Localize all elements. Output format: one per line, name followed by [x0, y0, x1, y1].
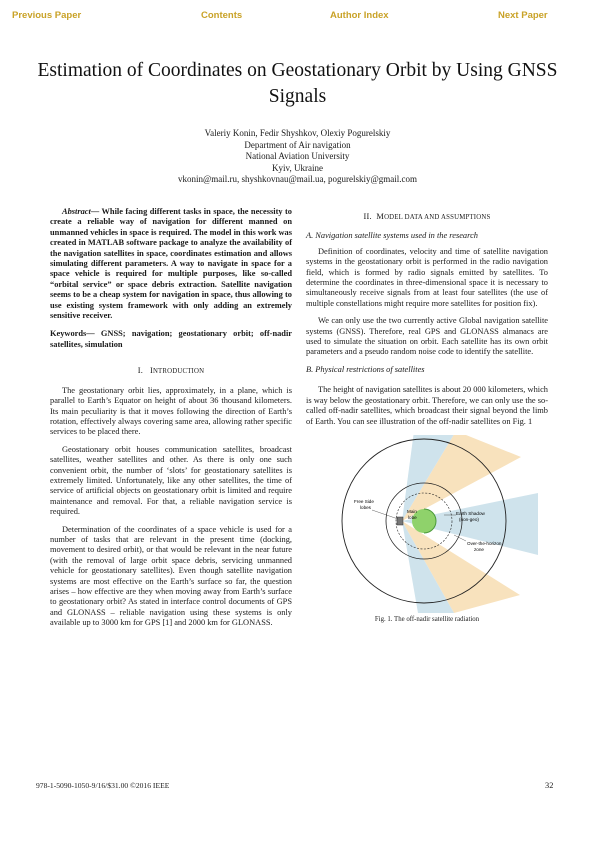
section-title-rest: NTRODUCTION	[152, 368, 205, 376]
paper-title: Estimation of Coordinates on Geostationary Orbit by Using GNSS Signals	[37, 60, 558, 107]
abstract-text: While facing different tasks in space, the necessity to create a reliable way of navigation for different manned on unmanned vehicles in space is required. The model in this work was created in MATLAB software package to analyze the availability of the navigation satellites in space, coordinates estimation and allows simulating different parameters. A way to navigate in space for a space vehicle is required for multiple purposes, like so-called “orbital service” or space debris extraction. Satellite navigation seems to be a cheap system for navigation in space, thus allowing to use existing system framework with only adding an extremely sensitive receiver.	[50, 207, 292, 321]
figure-1	[306, 435, 548, 613]
leader-line	[372, 510, 398, 519]
abstract	[50, 207, 292, 321]
intro-paragraph-2: Geostationary orbit houses communication satellites, broadcast satellites, weather satellites and other. As there is only one such convenient orbit, the number of ‘slots’ for geostationary satellites is extremely limited. Unfortunately, like any other satellites, the time of service of artificial objects on geostationary orbit is limited and require maintenance and removal. For that, a reliable navigation service is required.	[50, 444, 292, 517]
section-number: II.	[363, 212, 372, 221]
section-number: I.	[137, 366, 144, 376]
author-index-link[interactable]: Author Index	[330, 10, 389, 21]
figure-caption: Fig. 1. The off-nadir satellite radiation	[374, 615, 480, 623]
author-names: Valeriy Konin, Fedir Shyshkov, Olexiy Pogurelskiy	[204, 128, 391, 138]
author-block	[20, 128, 575, 186]
label-lobe: lobe	[408, 514, 417, 520]
label-lobes: lobes	[360, 504, 371, 510]
intro-paragraph-1: The geostationary orbit lies, approximately, in a plane, which is parallel to Earth’s Equator on height of about 36 thousand kilometers. Its main peculiarity is that it moves following the direction of Earth’s rotation, effectively always covering same area, allowing rather specific services to be placed there.	[50, 385, 292, 437]
page-number: 32	[545, 781, 554, 790]
top-navigation	[0, 0, 595, 30]
author-location: Kyiv, Ukraine	[272, 162, 323, 173]
right-column	[306, 212, 548, 625]
section-a-paragraph-2: We can only use the two currently active Global navigation satellite systems (GNSS). Therefore, real GPS and GLONASS almanacs are used to simulate the situation on orbit. Each satellite has its own orbit parameters and a pseudo random noise code to identify the satellite.	[306, 316, 548, 357]
contents-link[interactable]: Contents	[201, 10, 243, 21]
label-free-side: Free Side	[354, 498, 374, 504]
footer-isbn: 978-1-5090-1050-9/16/$31.00 ©2016 IEEE	[36, 781, 170, 790]
section-title-rest: ODEL DATA AND ASSUMPTIONS	[384, 214, 491, 221]
label-zone: zone	[474, 546, 484, 552]
section-heading-model	[306, 212, 548, 223]
subsection-heading-a: A. Navigation satellite systems used in the research	[306, 231, 478, 241]
section-heading-introduction	[50, 366, 292, 377]
label-nongeo: (non-geo)	[459, 516, 479, 522]
previous-paper-link[interactable]: Previous Paper	[12, 10, 82, 21]
label-over-horizon: Over-the-horizon	[467, 540, 502, 546]
subsection-heading-b: B. Physical restrictions of satellites	[306, 364, 425, 374]
author-department: Department of Air navigation	[244, 139, 351, 150]
author-emails: vkonin@mail.ru, shyshkovnau@mail.ua, pogurelskiy@gmail.com	[177, 174, 418, 184]
section-title-initial: I	[149, 366, 153, 376]
satellite-icon	[397, 517, 403, 525]
keywords: Keywords— GNSS; navigation; geostationary orbit; off-nadir satellites, simulation	[50, 329, 292, 349]
section-a-paragraph-1: Definition of coordinates, velocity and time of satellite navigation systems in the geostationary orbit is performed in the radio navigation field, which is formed by radio signals emitted by satellites. To determine the coordinates in three-dimensional space it is necessary to simultaneously receive signals from at least four satellites (the use of multiple constellations might require more satellites for position fix).	[306, 246, 548, 308]
section-title-initial: M	[376, 212, 385, 221]
next-paper-link[interactable]: Next Paper	[498, 10, 548, 21]
label-main: Main	[407, 508, 417, 514]
label-earth-shadow: Earth Shadow	[456, 510, 485, 516]
left-column	[50, 207, 292, 636]
off-nadir-diagram	[306, 435, 548, 613]
intro-paragraph-3: Determination of the coordinates of a space vehicle is used for a number of tasks that are relevant in the present time (docking, movement to desired orbit), or that would be relevant in the near future (with the removal of large orbit space debris, servicing unmanned vehicle for geostationary satellites). Even though satellite navigation systems are most effective on the Earth’s surface so far, the question arises – how effective are they when moving away from Earth’s surface to geostationary orbit? As stated in interface control documents of GPS and GLONASS – reliable navigation using these systems is only available up to 3000 km for GPS [1] and 2000 km for GLONASS.	[50, 524, 292, 628]
abstract-lead: Abstract—	[62, 207, 100, 216]
section-b-paragraph-1: The height of navigation satellites is about 20 000 kilometers, which is way below the geostationary orbit. Therefore, we can only use the so-called off-nadir satellites, which broadcast their signal beyond the limb of Earth. You can see illustration of the off-nadir satellites on Fig. 1	[306, 385, 548, 426]
author-university: National Aviation University	[245, 151, 350, 161]
